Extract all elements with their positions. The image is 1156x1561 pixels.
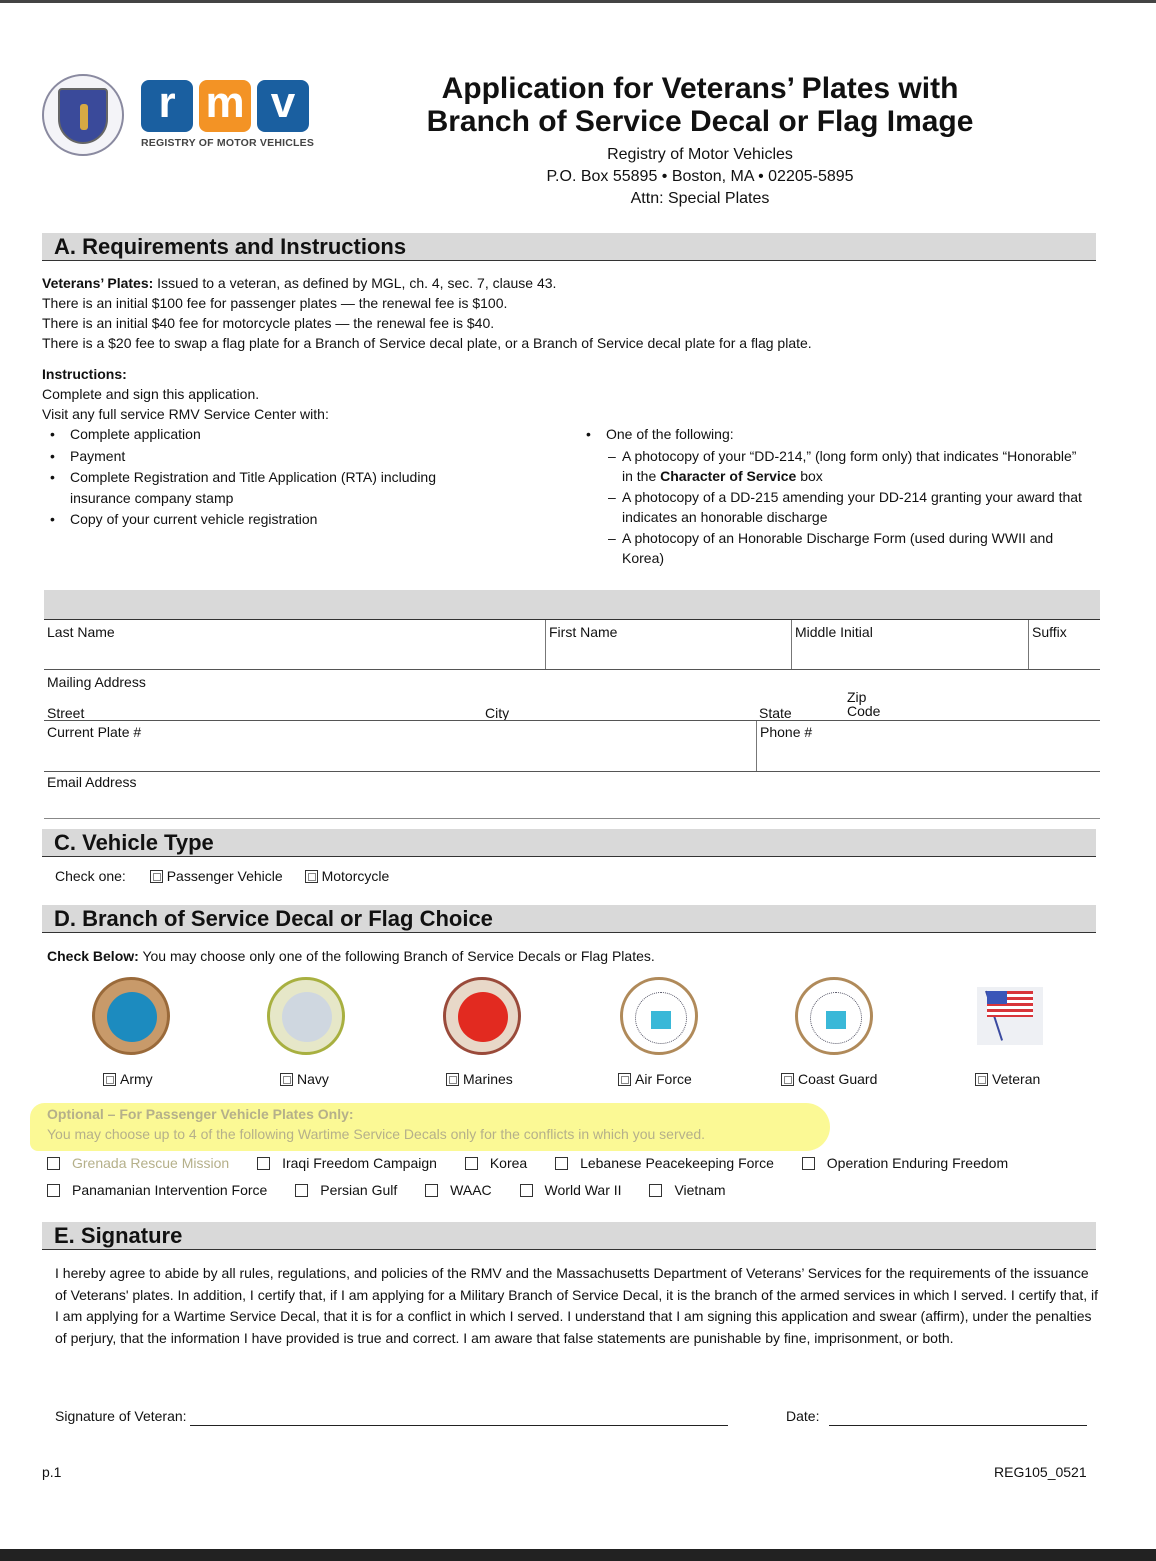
branch-label: Air Force — [635, 1071, 692, 1087]
wartime-label: Panamanian Intervention Force — [72, 1182, 268, 1198]
first-name-label: First Name — [549, 624, 618, 640]
branch-label: Army — [120, 1071, 153, 1087]
army-checkbox[interactable] — [103, 1073, 116, 1086]
divider — [545, 620, 546, 669]
wartime-checkbox[interactable] — [47, 1157, 60, 1170]
sub-list-item: – A photocopy of a DD-215 amending your DD-214 granting your award that indicates an honorable discharge — [600, 487, 1088, 528]
fee-line: There is a $20 fee to swap a flag plate for a Branch of Service decal plate, or a Branch of Service decal plate for a flag plate. — [42, 335, 812, 351]
wartime-label: Operation Enduring Freedom — [826, 1155, 1009, 1171]
city-label: City — [485, 705, 510, 721]
option-label: Motorcycle — [321, 868, 390, 884]
wartime-label: Vietnam — [674, 1182, 726, 1198]
marines-checkbox[interactable] — [446, 1073, 459, 1086]
page-title — [380, 72, 1020, 138]
divider — [44, 818, 1100, 819]
section-d-header: D. Branch of Service Decal or Flag Choice — [42, 905, 1096, 933]
email-label: Email Address — [47, 774, 137, 790]
navy-seal-icon — [267, 977, 345, 1055]
list-item: • Copy of your current vehicle registration — [42, 509, 442, 531]
list-item: • Complete Registration and Title Application (RTA) including insurance company stamp — [42, 467, 442, 509]
instruction-line: Visit any full service RMV Service Center with: — [42, 406, 329, 422]
mailing-address-block — [450, 144, 950, 210]
wartime-option[interactable] — [802, 1155, 1020, 1171]
branch-label: Veteran — [992, 1071, 1041, 1087]
wartime-row-2 — [47, 1180, 750, 1200]
plates-label: Veterans’ Plates: — [42, 275, 154, 291]
zip-label-line: Code — [847, 703, 881, 719]
sub-list-item — [600, 446, 1088, 487]
wartime-checkbox[interactable] — [425, 1184, 438, 1197]
sub-list-item: – A photocopy of an Honorable Discharge Form (used during WWII and Korea) — [600, 528, 1088, 569]
wartime-row-1 — [47, 1153, 1032, 1173]
wartime-option[interactable] — [465, 1155, 539, 1171]
air-force-checkbox[interactable] — [618, 1073, 631, 1086]
date-label: Date: — [786, 1408, 820, 1424]
list-item: • Complete application — [42, 424, 442, 446]
army-seal-icon — [92, 977, 170, 1055]
vehicle-type-row — [55, 866, 389, 886]
address-line: P.O. Box 55895 • Boston, MA • 02205-5895 — [546, 168, 854, 185]
option-label: Passenger Vehicle — [166, 868, 283, 884]
section-b-header — [44, 590, 1100, 620]
fees-block — [42, 273, 1112, 353]
date-field[interactable] — [829, 1409, 1087, 1426]
marines-option[interactable] — [446, 1069, 513, 1089]
form-id: REG105_0521 — [994, 1464, 1087, 1480]
army-option[interactable] — [103, 1069, 153, 1089]
rmv-logo-v: v — [257, 80, 309, 132]
current-plate-field[interactable] — [44, 742, 754, 770]
check-below-label: Check Below: — [47, 948, 139, 964]
coast-guard-seal-icon — [795, 977, 873, 1055]
rmv-logo-subtitle: REGISTRY OF MOTOR VEHICLES — [141, 137, 315, 149]
mailing-address-field[interactable] — [44, 690, 1100, 704]
section-c-header: C. Vehicle Type — [42, 829, 1096, 857]
passenger-vehicle-option[interactable] — [150, 868, 283, 884]
instructions-block — [42, 364, 562, 424]
mailing-address-label: Mailing Address — [47, 674, 146, 690]
top-border — [0, 0, 1156, 3]
wartime-label: World War II — [544, 1182, 622, 1198]
veteran-option[interactable] — [975, 1069, 1040, 1089]
list-item-text: One of the following: — [606, 426, 734, 442]
email-field[interactable] — [44, 792, 1100, 816]
current-plate-label: Current Plate # — [47, 724, 142, 740]
divider — [44, 720, 1100, 721]
air-force-option[interactable] — [618, 1069, 692, 1089]
plates-text: Issued to a veteran, as defined by MGL, ch. 4, sec. 7, clause 43. — [153, 275, 557, 291]
optional-title: Optional – For Passenger Vehicle Plates Only: — [47, 1106, 354, 1122]
state-label: State — [759, 705, 792, 721]
instruction-line: Complete and sign this application. — [42, 386, 260, 402]
title-line-1: Application for Veterans’ Plates with — [441, 72, 959, 105]
rmv-logo-r: r — [141, 80, 193, 132]
passenger-vehicle-checkbox[interactable] — [150, 870, 163, 883]
divider — [44, 771, 1100, 772]
list-item — [578, 424, 1088, 569]
title-line-2: Branch of Service Decal or Flag Image — [426, 105, 974, 138]
american-flag-icon — [977, 987, 1043, 1045]
wartime-option[interactable] — [47, 1155, 241, 1171]
wartime-option[interactable] — [425, 1182, 503, 1198]
wartime-label: Grenada Rescue Mission — [72, 1155, 230, 1171]
signature-row — [55, 1406, 728, 1426]
wartime-option[interactable] — [257, 1155, 449, 1171]
section-a-header: A. Requirements and Instructions — [42, 233, 1096, 261]
branch-label: Coast Guard — [798, 1071, 878, 1087]
navy-option[interactable] — [280, 1069, 329, 1089]
address-line: Attn: Special Plates — [630, 190, 770, 207]
date-row — [786, 1406, 1087, 1426]
wartime-option[interactable] — [47, 1182, 279, 1198]
divider — [791, 620, 792, 669]
wartime-option[interactable] — [295, 1182, 409, 1198]
wartime-label: Persian Gulf — [320, 1182, 398, 1198]
coast-guard-checkbox[interactable] — [781, 1073, 794, 1086]
optional-text: You may choose up to 4 of the following Wartime Service Decals only for the conflicts in which you served. — [47, 1126, 706, 1142]
signature-field[interactable] — [190, 1409, 728, 1426]
wartime-option[interactable] — [649, 1182, 737, 1198]
first-name-field[interactable] — [548, 640, 790, 668]
branch-label: Marines — [463, 1071, 513, 1087]
rmv-logo-m: m — [199, 80, 251, 132]
page-number: p.1 — [42, 1464, 62, 1480]
coast-guard-option[interactable] — [781, 1069, 877, 1089]
signature-statement: I hereby agree to abide by all rules, regulations, and policies of the RMV and the Massachusetts Department of Veterans’ Services for the requirements of the issuance of Veterans' plates. In addition, I certify that, if I am applying for a Military Branch of Service Decal, it is the branch of the armed services in which I served. I certify that, if I am applying for a Wartime Service Decal, that it is for a conflict in which I served. I understand that I am signing this application and swear (affirm), under the penalties of perjury, that the information I have provided is true and correct. I am aware that false statements are punishable by fine, imprisonment, or both. — [55, 1265, 1099, 1346]
documents-list — [578, 424, 1088, 569]
divider — [1028, 620, 1029, 669]
wartime-label: WAAC — [450, 1182, 492, 1198]
wartime-label: Lebanese Peacekeeping Force — [580, 1155, 774, 1171]
instructions-label: Instructions: — [42, 366, 127, 382]
divider — [44, 669, 1100, 670]
wartime-checkbox[interactable] — [649, 1184, 662, 1197]
suffix-label: Suffix — [1032, 624, 1067, 640]
wartime-option[interactable] — [520, 1182, 634, 1198]
zip-code-label — [847, 690, 880, 718]
branch-label: Navy — [297, 1071, 329, 1087]
address-line: Registry of Motor Vehicles — [607, 146, 793, 163]
wartime-option[interactable] — [555, 1155, 786, 1171]
marines-seal-icon — [443, 977, 521, 1055]
middle-initial-label: Middle Initial — [795, 624, 873, 640]
list-item: • Payment — [42, 446, 442, 468]
requirements-list — [42, 424, 442, 531]
air-force-seal-icon — [620, 977, 698, 1055]
wartime-checkbox[interactable] — [465, 1157, 478, 1170]
suffix-field[interactable] — [1031, 640, 1099, 668]
wartime-label: Iraqi Freedom Campaign — [282, 1155, 437, 1171]
wartime-checkbox[interactable] — [802, 1157, 815, 1170]
last-name-field[interactable] — [44, 640, 544, 668]
massachusetts-seal-icon — [42, 74, 124, 156]
check-below-line — [47, 946, 655, 966]
fee-line: There is an initial $40 fee for motorcycle plates — the renewal fee is $40. — [42, 315, 495, 331]
motorcycle-checkbox[interactable] — [305, 870, 318, 883]
navy-checkbox[interactable] — [280, 1073, 293, 1086]
wartime-label: Korea — [489, 1155, 528, 1171]
wartime-checkbox[interactable] — [520, 1184, 533, 1197]
sub-item-text: A photocopy of your “DD-214,” (long form only) that indicates “Honorable” in the — [622, 447, 1077, 484]
check-one-label: Check one: — [55, 868, 126, 884]
wartime-checkbox[interactable] — [257, 1157, 270, 1170]
sub-item-bold: Character of Service — [660, 468, 797, 484]
street-label: Street — [47, 705, 85, 721]
motorcycle-option[interactable] — [305, 868, 390, 884]
wartime-checkbox[interactable] — [47, 1184, 60, 1197]
middle-initial-field[interactable] — [794, 640, 1026, 668]
phone-label: Phone # — [760, 724, 813, 740]
wartime-checkbox[interactable] — [555, 1157, 568, 1170]
wartime-checkbox[interactable] — [295, 1184, 308, 1197]
phone-field[interactable] — [758, 742, 1098, 770]
divider — [756, 721, 757, 771]
fee-line: There is an initial $100 fee for passenger plates — the renewal fee is $100. — [42, 295, 508, 311]
check-below-text: You may choose only one of the following Branch of Service Decals or Flag Plates. — [138, 948, 655, 964]
section-e-header: E. Signature — [42, 1222, 1096, 1250]
bottom-border — [0, 1549, 1156, 1561]
optional-note — [47, 1104, 705, 1144]
veteran-checkbox[interactable] — [975, 1073, 988, 1086]
last-name-label: Last Name — [47, 624, 115, 640]
signature-label: Signature of Veteran: — [55, 1408, 187, 1424]
zip-label-line: Zip — [847, 689, 867, 705]
sub-item-text: box — [796, 468, 823, 484]
